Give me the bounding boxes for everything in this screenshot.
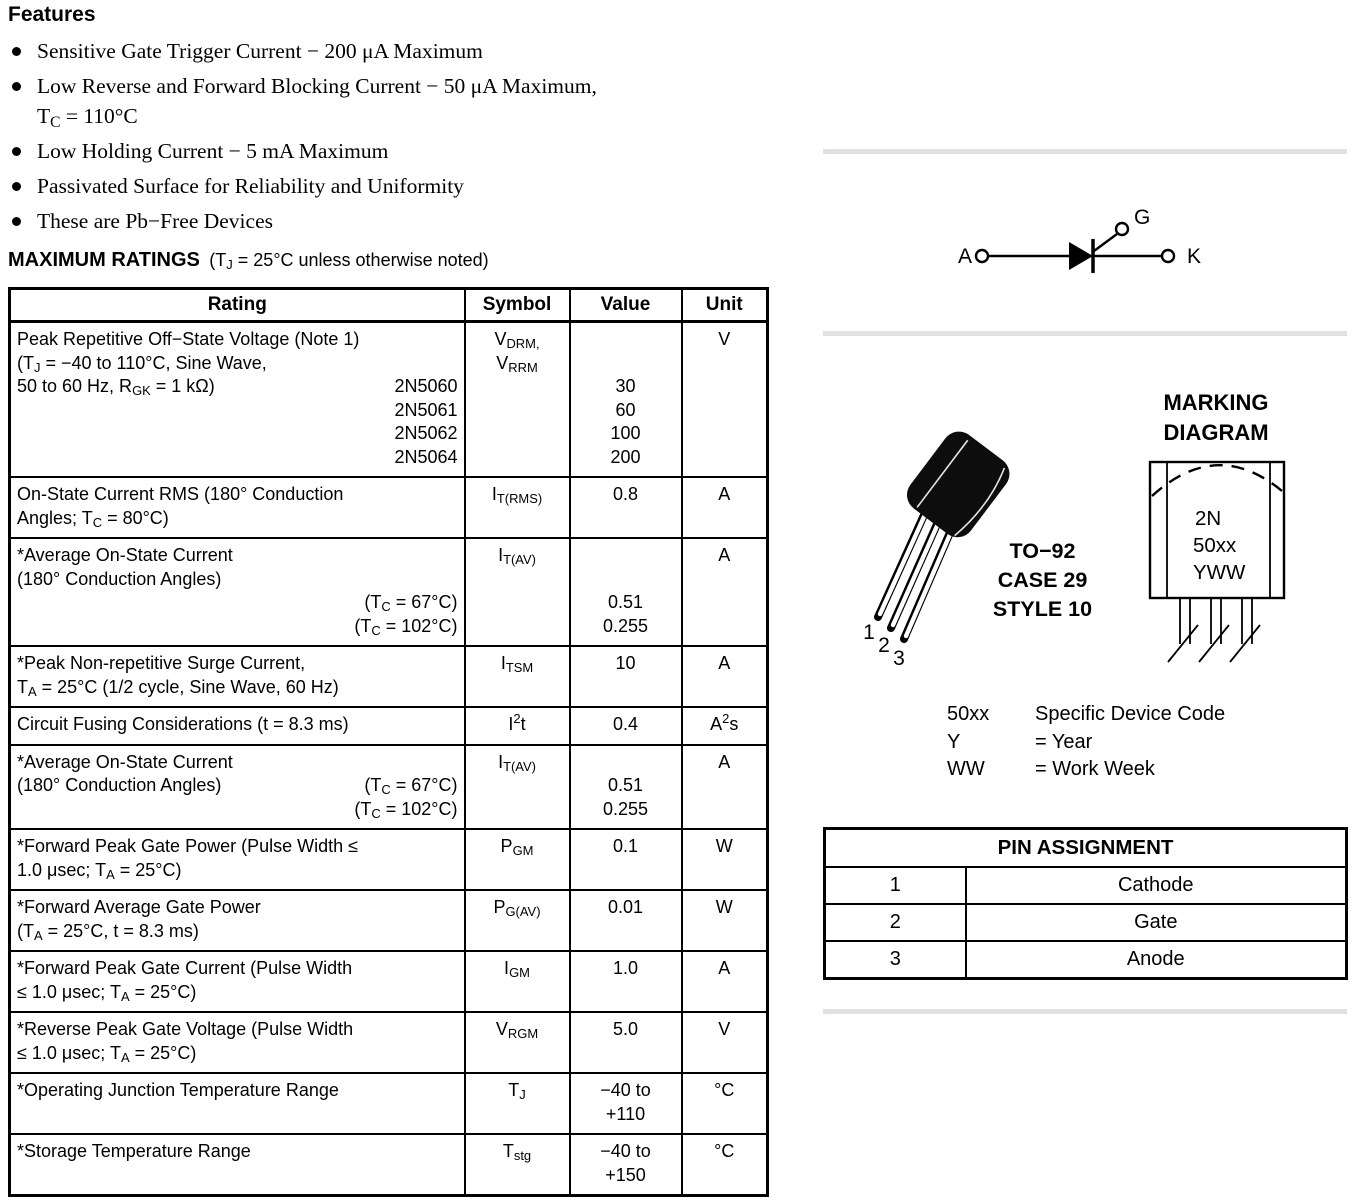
symbol-line: $I_{GM}$: [504, 958, 530, 981]
feature-line: These are Pb−Free Devices: [37, 209, 273, 233]
pin-function-cell: Gate: [966, 904, 1347, 941]
pin-row: [825, 867, 1347, 904]
bullet-icon: [12, 182, 21, 191]
marking-diagram-title: [1140, 388, 1292, 448]
pin-number-cell: 2: [825, 904, 966, 941]
cathode-label: K: [1187, 245, 1202, 268]
unit-cell: [682, 1134, 768, 1196]
max-ratings-table: [8, 287, 769, 1197]
feature-line: Low Holding Current − 5 mA Maximum: [37, 139, 389, 163]
value-line: 0.1: [612, 836, 639, 856]
unit-line: W: [715, 836, 733, 856]
rating-line: [17, 328, 458, 352]
ratings-row: [10, 951, 768, 1012]
legend-definition: Specific Device Code: [1035, 703, 1226, 725]
unit-cell: [682, 829, 768, 890]
ratings-row: [10, 538, 768, 646]
rating-cell: [10, 745, 465, 830]
rating-cell: [10, 1012, 465, 1073]
pin-row: [825, 941, 1347, 979]
symbol-cell: [465, 477, 570, 538]
rating-line: [17, 591, 458, 615]
rating-line: [17, 1140, 458, 1164]
value-line: 200: [610, 446, 641, 467]
rating-condition: 2N5062: [394, 423, 458, 443]
legend-row: [947, 756, 1225, 784]
unit-line: V: [718, 1019, 731, 1039]
value-line: [577, 751, 675, 775]
ratings-row: [10, 829, 768, 890]
value-cell: [570, 1073, 682, 1134]
unit-cell: [682, 646, 768, 707]
rating-line: [17, 981, 458, 1005]
symbol-line: $I^2t$: [508, 711, 526, 734]
value-line: 5.0: [612, 1019, 639, 1039]
symbol-line: $P_{G(AV)}$: [493, 897, 541, 920]
symbol-line: $V_{DRM,}$: [494, 329, 540, 352]
section-divider: [823, 331, 1347, 336]
symbol-cell: [465, 890, 570, 951]
rating-text: *Average On-State Current: [17, 545, 233, 565]
pin-number-cell: 3: [825, 941, 966, 979]
rating-text: Peak Repetitive Off−State Voltage (Note 1): [17, 329, 360, 349]
value-cell: [570, 951, 682, 1012]
anode-terminal-icon: [976, 250, 988, 262]
value-line: 30: [615, 376, 636, 396]
rating-text: On-State Current RMS (180° Conduction: [17, 484, 344, 504]
rating-text: [17, 422, 22, 446]
symbol-cell: [465, 1134, 570, 1196]
rating-line: [17, 774, 458, 798]
unit-line: V: [718, 329, 731, 349]
symbol-cell: [465, 745, 570, 830]
ratings-row: [10, 890, 768, 951]
rating-condition: 2N5064: [394, 446, 458, 467]
feature-line: Passivated Surface for Reliability and Uniformity: [37, 174, 464, 198]
unit-line: °C: [714, 1080, 735, 1100]
rating-condition: $(T_C = 67^\circ C)$: [364, 592, 458, 615]
symbol-cell: [465, 1073, 570, 1134]
rating-text: *Storage Temperature Range: [17, 1141, 251, 1161]
rating-line: [17, 1018, 458, 1042]
col-header-rating: Rating: [10, 289, 465, 322]
rating-text: *Forward Peak Gate Power (Pulse Width ≤: [17, 836, 359, 856]
value-cell: [570, 538, 682, 646]
value-line: [577, 328, 675, 352]
feature-item: [8, 136, 766, 166]
value-line: 1.0: [612, 958, 639, 978]
unit-cell: [682, 745, 768, 830]
rating-line: [17, 798, 458, 822]
value-line: +150: [605, 1164, 646, 1185]
rating-line: [17, 957, 458, 981]
ratings-row: [10, 707, 768, 745]
pin-assignment-table: [823, 827, 1348, 980]
symbol-line: $V_{RGM}$: [495, 1019, 539, 1042]
rating-condition: $(T_C = 102^\circ C)$: [354, 615, 458, 638]
value-cell: [570, 1012, 682, 1073]
symbol-line: $V_{RRM}$: [496, 352, 538, 375]
rating-line: [17, 352, 458, 376]
unit-line: A: [718, 484, 731, 504]
feature-item: [8, 206, 766, 236]
rating-line: [17, 568, 458, 592]
rating-cell: [10, 322, 465, 478]
pin-row: [825, 904, 1347, 941]
rating-cell: [10, 646, 465, 707]
package-name-line: TO−92: [1009, 539, 1076, 563]
rating-line: [17, 713, 458, 737]
col-header-symbol: Symbol: [465, 289, 570, 322]
ratings-row: [10, 1073, 768, 1134]
rating-text: (180° Conduction Angles): [17, 775, 222, 795]
rating-line: [17, 399, 458, 423]
feature-item: [8, 71, 766, 131]
section-divider: [823, 149, 1347, 154]
marking-dome-arc: [1152, 465, 1282, 496]
value-line: 0.255: [602, 615, 649, 636]
value-line: 60: [615, 399, 636, 420]
legend-definition: = Work Week: [1035, 758, 1155, 781]
value-line: [577, 352, 675, 376]
symbol-cell: [465, 951, 570, 1012]
value-cell: [570, 890, 682, 951]
rating-cell: [10, 890, 465, 951]
value-cell: [570, 322, 682, 478]
rating-text: (180° Conduction Angles): [17, 568, 222, 589]
rating-line: [17, 507, 458, 531]
max-ratings-heading: [8, 247, 766, 275]
col-header-unit: Unit: [682, 289, 768, 322]
pin-function-cell: Cathode: [966, 867, 1347, 904]
pin-number-cell: 1: [825, 867, 966, 904]
rating-line: [17, 375, 458, 399]
feature-line: Sensitive Gate Trigger Current − 200 μA Maximum: [37, 39, 483, 63]
rating-line: [17, 676, 458, 700]
rating-text: Circuit Fusing Considerations (t = 8.3 ms): [17, 714, 349, 734]
legend-term: Y: [947, 730, 961, 753]
section-divider: [823, 1009, 1347, 1014]
pin-function-cell: Anode: [966, 941, 1347, 979]
marking-leads-icon: [1168, 598, 1260, 662]
cathode-terminal-icon: [1162, 250, 1174, 262]
feature-text: [37, 171, 464, 201]
rating-text: *Peak Non-repetitive Surge Current,: [17, 653, 306, 673]
rating-condition: $(T_C = 67^\circ C)$: [364, 775, 458, 798]
marking-code-line: 2N: [1195, 507, 1222, 530]
value-cell: [570, 829, 682, 890]
unit-cell: [682, 322, 768, 478]
rating-cell: [10, 1134, 465, 1196]
rating-condition: 2N5061: [394, 399, 458, 420]
symbol-cell: [465, 646, 570, 707]
ratings-row: [10, 745, 768, 830]
legend-term: WW: [947, 758, 985, 781]
symbol-line: $I_{T(AV)}$: [498, 545, 536, 568]
symbol-cell: [465, 707, 570, 745]
rating-line: [17, 652, 458, 676]
value-line: −40 to: [600, 1141, 651, 1161]
rating-line: [17, 615, 458, 639]
rating-line: [17, 835, 458, 859]
pin-assignment-title: PIN ASSIGNMENT: [825, 829, 1347, 868]
symbol-line: $P_{GM}$: [500, 836, 534, 859]
rating-cell: [10, 538, 465, 646]
rating-line: [17, 422, 458, 446]
value-cell: [570, 707, 682, 745]
feature-text: [37, 71, 597, 131]
unit-cell: [682, 707, 768, 745]
value-cell: [570, 646, 682, 707]
package-name-line: CASE 29: [997, 568, 1088, 592]
value-cell: [570, 477, 682, 538]
feature-text: [37, 206, 273, 236]
marking-legend: [947, 701, 1225, 784]
value-line: 0.255: [602, 798, 649, 819]
unit-cell: [682, 890, 768, 951]
value-line: 0.4: [612, 714, 639, 734]
package-pin-label: 2: [878, 634, 890, 657]
rating-text: *Average On-State Current: [17, 751, 233, 772]
value-line: 0.01: [607, 897, 644, 917]
rating-text: [17, 798, 22, 822]
package-pin-label: 1: [863, 621, 875, 644]
symbol-line: $I_{T(AV)}$: [498, 751, 536, 774]
symbol-line: $T_J$: [508, 1080, 526, 1103]
rating-text: ≤ 1.0 μsec; $T_A = 25^\circ C$): [17, 981, 197, 1004]
ratings-row: [10, 1134, 768, 1196]
bullet-icon: [12, 147, 21, 156]
package-name-line: STYLE 10: [992, 597, 1093, 621]
symbol-line: $T_{stg}$: [502, 1141, 532, 1164]
gate-terminal-icon: [1116, 223, 1128, 235]
unit-line: $A^2s$: [710, 711, 739, 734]
symbol-cell: [465, 322, 570, 478]
symbol-line: $I_{T(RMS)}$: [491, 484, 543, 507]
ratings-header-row: [10, 289, 768, 322]
marking-box-drawing: [1146, 452, 1296, 670]
scr-schematic: [898, 196, 1238, 296]
rating-text: *Reverse Peak Gate Voltage (Pulse Width: [17, 1019, 354, 1039]
rating-line: [17, 544, 458, 568]
rating-line: [17, 446, 458, 470]
package-case-label: [970, 537, 1115, 624]
feature-line: $T_C = 110^\circ C$: [37, 104, 138, 131]
rating-text: *Forward Peak Gate Current (Pulse Width: [17, 958, 353, 978]
legend-definition: = Year: [1035, 730, 1093, 753]
rating-text: Angles; $T_C = 80^\circ C$): [17, 507, 169, 530]
feature-text: [37, 36, 483, 66]
value-line: 10: [615, 653, 636, 673]
rating-text: ≤ 1.0 μsec; $T_A = 25^\circ C$): [17, 1042, 197, 1065]
rating-text: ($T_A = 25^\circ C$, t = 8.3 ms): [17, 920, 199, 943]
symbol-cell: [465, 1012, 570, 1073]
value-cell: [570, 1134, 682, 1196]
unit-line: A: [718, 958, 731, 978]
unit-line: A: [718, 751, 731, 772]
marking-code-line: YWW: [1193, 561, 1246, 584]
ratings-row: [10, 322, 768, 478]
unit-line: °C: [714, 1141, 735, 1161]
features-list: [8, 36, 766, 236]
package-pin-label: 3: [893, 647, 905, 670]
rating-text: ($T_J = -40$ to 110°C, Sine Wave,: [17, 352, 267, 375]
value-line: 0.51: [607, 592, 644, 612]
unit-line: W: [715, 897, 733, 917]
value-cell: [570, 745, 682, 830]
unit-cell: [682, 1012, 768, 1073]
rating-text: [17, 615, 22, 639]
rating-line: [17, 896, 458, 920]
rating-condition: $(T_C = 102^\circ C)$: [354, 798, 458, 821]
left-column: [8, 0, 766, 1197]
rating-text: $T_A = 25^\circ C$ (1/2 cycle, Sine Wave, 60 Hz): [17, 676, 339, 699]
rating-line: [17, 920, 458, 944]
rating-text: [17, 399, 22, 423]
marking-title-line: MARKING: [1163, 390, 1269, 415]
max-ratings-title: MAXIMUM RATINGS: [8, 249, 200, 271]
gate-wire: [1094, 234, 1117, 251]
value-line: 0.51: [607, 775, 644, 795]
rating-cell: [10, 829, 465, 890]
rating-line: [17, 859, 458, 883]
rating-cell: [10, 707, 465, 745]
unit-line: A: [718, 653, 731, 673]
bullet-icon: [12, 82, 21, 91]
rating-line: [17, 751, 458, 775]
unit-cell: [682, 477, 768, 538]
max-ratings-subtitle: ($T_J = 25^\circ C$ unless otherwise noted): [209, 250, 489, 273]
ratings-row: [10, 477, 768, 538]
pin-header-row: [825, 829, 1347, 868]
feature-text: [37, 136, 388, 166]
value-line: [577, 568, 675, 592]
feature-item: [8, 36, 766, 66]
rating-text: 1.0 μsec; $T_A = 25^\circ C$): [17, 859, 182, 882]
bullet-icon: [12, 47, 21, 56]
value-line: +110: [605, 1103, 646, 1124]
unit-cell: [682, 538, 768, 646]
col-header-value: Value: [570, 289, 682, 322]
legend-row: [947, 701, 1225, 729]
feature-item: [8, 171, 766, 201]
value-line: 0.8: [612, 484, 639, 504]
rating-cell: [10, 1073, 465, 1134]
rating-text: [17, 591, 22, 615]
value-line: 100: [610, 423, 641, 443]
value-line: [577, 544, 675, 568]
rating-cell: [10, 477, 465, 538]
value-line: −40 to: [600, 1080, 651, 1100]
rating-line: [17, 1042, 458, 1066]
thyristor-triangle-icon: [1069, 242, 1093, 270]
rating-text: *Operating Junction Temperature Range: [17, 1080, 339, 1100]
rating-line: [17, 1079, 458, 1103]
legend-row: [947, 729, 1225, 757]
ratings-row: [10, 1012, 768, 1073]
ratings-row: [10, 646, 768, 707]
symbol-cell: [465, 538, 570, 646]
features-title: Features: [8, 3, 96, 26]
symbol-cell: [465, 829, 570, 890]
marking-code-line: 50xx: [1193, 534, 1237, 557]
bullet-icon: [12, 217, 21, 226]
rating-text: 50 to 60 Hz, $R_{GK} = 1$ kΩ): [17, 376, 215, 399]
rating-cell: [10, 951, 465, 1012]
marking-title-line: DIAGRAM: [1163, 420, 1269, 445]
unit-cell: [682, 951, 768, 1012]
unit-line: A: [718, 545, 731, 565]
rating-condition: 2N5060: [394, 376, 458, 396]
rating-text: *Forward Average Gate Power: [17, 897, 261, 917]
anode-label: A: [957, 245, 972, 268]
feature-line: Low Reverse and Forward Blocking Current − 50 μA Maximum,: [37, 74, 597, 98]
rating-line: [17, 483, 458, 507]
legend-term: 50xx: [947, 703, 990, 725]
unit-cell: [682, 1073, 768, 1134]
symbol-line: $I_{TSM}$: [500, 653, 534, 676]
gate-label: G: [1134, 206, 1151, 229]
rating-text: [17, 446, 22, 470]
